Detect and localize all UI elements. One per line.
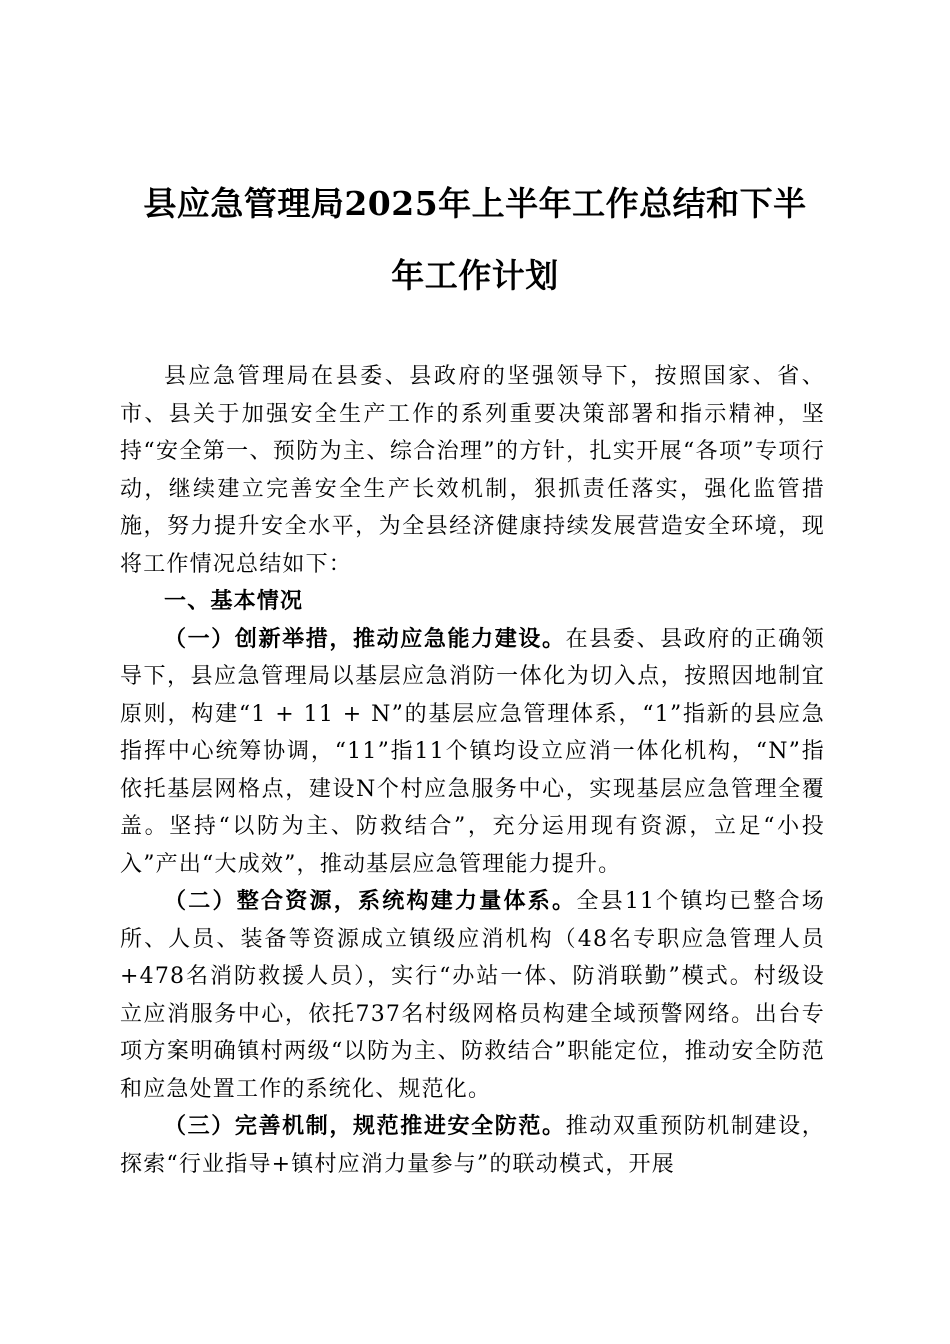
paragraph-text: 在县委、县政府的正确领导下，县应急管理局以基层应急消防一体化为切入点，按照因地制宜原则，构建“1 + 11 + N”的基层应急管理体系，“1”指新的县应急指挥中心统筹协调，“11”指11个镇均设立应消一体化机构，“N”指依托基层网格点，建设N个村应急服务中心，实现基层应急管理全覆盖。坚持“以防为主、防救结合”，充分运用现有资源，立足“小投入”产出“大成效”，推动基层应急管理能力提升。: [120, 626, 825, 877]
intro-paragraph: 县应急管理局在县委、县政府的坚强领导下，按照国家、省、市、县关于加强安全生产工作的系列重要决策部署和指示精神，坚持“安全第一、预防为主、综合治理”的方针，扎实开展“各项”专项行动，继续建立完善安全生产长效机制，狠抓责任落实，强化监管措施，努力提升安全水平，为全县经济健康持续发展营造安全环境，现将工作情况总结如下：: [120, 364, 825, 577]
paragraph-item-1: [120, 621, 825, 884]
paragraph-item-2: [120, 883, 825, 1108]
paragraph-lead: （一）创新举措，推动应急能力建设。: [164, 626, 566, 652]
paragraph-text: 全县11个镇均已整合场所、人员、装备等资源成立镇级应消机构（48名专职应急管理人员+478名消防救援人员），实行“办站一体、防消联勤”模式。村级设立应消服务中心，依托737名村级网格员构建全域预警网络。出台专项方案明确镇村两级“以防为主、防救结合”职能定位，推动安全防范和应急处置工作的系统化、规范化。: [120, 889, 825, 1102]
paragraph-lead: （三）完善机制，规范推进安全防范。: [164, 1114, 566, 1139]
paragraph-text: 推动双重预防机制建设，探索“行业指导+镇村应消力量参与”的联动模式，开展: [120, 1114, 825, 1177]
section-heading-basic-situation: 一、基本情况: [164, 589, 304, 614]
document-title: [110, 168, 840, 312]
title-line-2: 年工作计划: [391, 256, 559, 295]
paragraph-item-3: [120, 1108, 825, 1183]
paragraph-lead: （二）整合资源，系统构建力量体系。: [164, 889, 577, 914]
title-line-1: 县应急管理局2025年上半年工作总结和下半: [143, 184, 807, 223]
document-body: [120, 358, 825, 1183]
